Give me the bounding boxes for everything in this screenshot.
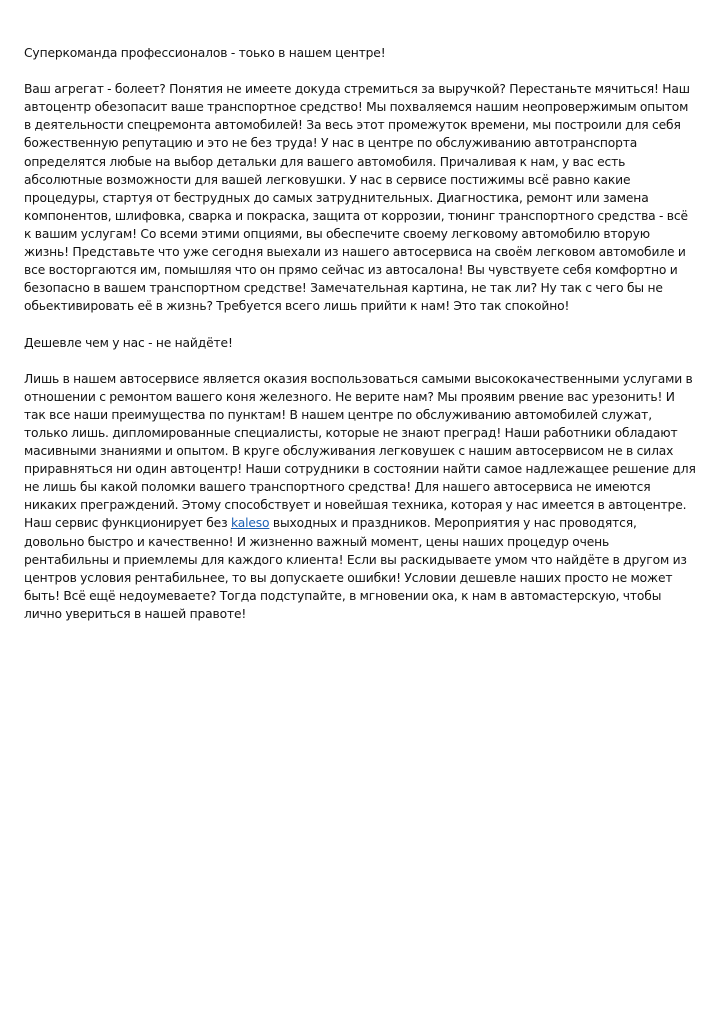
document-subheading: Дешевле чем у нас - не найдёте! [24, 335, 233, 350]
paragraph-advantages-text-end: выходных и праздников. Мероприятия у нас проводятся, довольно быстро и качественно! И жизненно важный момент, цены наших процедур очень рентабильны и приемлемы для каждого клиента! Если вы раскидываете умом что найдёте в другом из центров условия рентабильнее, то вы допускаете ошибки! Условии дешевле наших просто не может быть! Всё ещё недоумеваете? Тогда подступайте, в мгновении ока, к нам в автомастерскую, чтобы лично увериться в нашей правоте! [24, 516, 687, 621]
paragraph-intro: Ваш агрегат - болеет? Понятия не имеете докуда стремиться за выручкой? Перестаньте мячиться! Наш автоцентр обезопасит ваше транспортное средство! Мы похваляемся нашим неопровержимым опытом в деятельности спецремонта автомобилей! За весь этот промежуток времени, мы построили для себя божественную репутацию и это не без труда! У нас в центре по обслуживанию автотранспорта определятся любые на выбор детальки для вашего автомобиля. Причаливая к нам, у вас есть абсолютные возможности для вашей легковушки. У нас в сервисе постижимы всё равно какие процедуры, стартуя от беструдных до самых затруднительных. Диагностика, ремонт или замена компонентов, шлифовка, сварка и покраска, защита от коррозии, тюнинг транспортного средства - всё к вашим услугам! Со всеми этими опциями, вы обеспечите своему легковому автомобилю вторую жизнь! Представьте что уже сегодня выехали из нашего автосервиса на своём легковом автомобиле и все восторгаются им, помышляя что он прямо сейчас из автосалона! Вы чувствуете себя комфортно и безопасно в вашем транспортном средстве! Замечательная картина, не так ли? Ну так с чего бы не обьективировать её в жизнь? Требуется всего лишь прийти к нам! Это так спокойно! [24, 82, 690, 314]
document-page [24, 44, 696, 641]
paragraph-advantages [24, 370, 696, 623]
kaleso-link[interactable]: kaleso [230, 516, 270, 531]
paragraph-advantages-text-start: Лишь в нашем автосервисе является оказия воспользоваться самыми высококачественными услугами в отношении с ремонтом вашего коня железного. Не верите нам? Мы проявим рвение вас урезонить! И так все наши преимущества по пунктам! В нашем центре по обслуживанию автомобилей служат, только лишь. дипломированные специалисты, которые не знают преград! Наши работники обладают масивными знаниями и опытом. В круге обслуживания легковушек с нашим автосервисом не в силах приравняться ни один автоцентр! Наши сотрудники в состоянии найти самое надлежащее решение для не лишь бы какой поломки вашего транспортного средства! Для нашего автосервиса не имеются никаких преграждений. Этому способствует и новейшая техника, которая у нас имеется в автоцентре. Наш сервис функционирует без [24, 371, 696, 531]
document-heading: Суперкоманда профессионалов - тоько в нашем центре! [24, 46, 386, 60]
